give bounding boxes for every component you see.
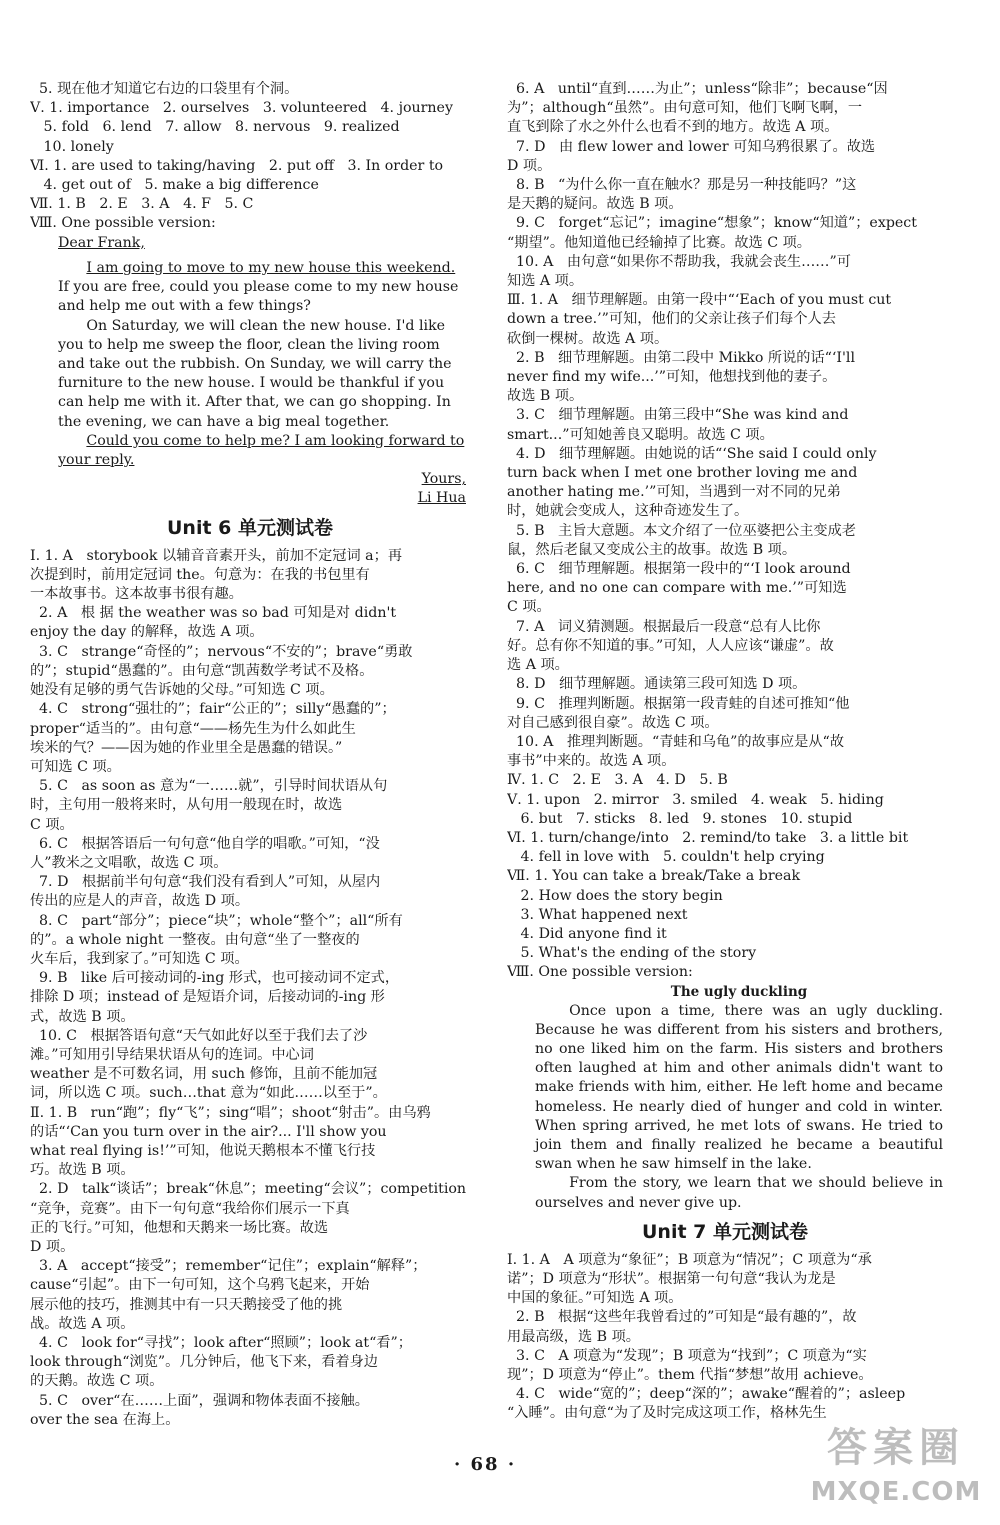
answer-line: Ⅵ. 1. are used to taking/having 2. put off 3. In order to [30,157,444,174]
answer-line: C 项。 [507,599,551,616]
answer-line: what real flying is!’”可知，他说天鹅根本不懂飞行技 [30,1142,376,1159]
answer-line: 10. A 由句意“如果你不帮助我，我就会丧生……”可 [507,253,851,270]
answer-line: 故选 B 项。 [507,388,584,405]
essay-title: The ugly duckling [670,983,808,1000]
answer-line: 6. C 细节理解题。根据第一段中的“‘I look around [507,561,851,578]
answer-line: 5. B 主旨大意题。本文介绍了一位巫婆把公主变成老 [507,522,856,539]
answer-line: 7. D 根据前半句句意“我们没有看到人”可知，从屋内 [30,874,381,891]
answer-line: 的”。a whole night 一整夜。由句意“坐了一整夜的 [30,931,360,948]
answer-line: 知选 A 项。 [507,273,584,290]
answer-line: 为”；although“虽然”。由句意可知，他们飞啊飞啊，一 [507,100,863,117]
letter-signature: Li Hua [417,490,466,507]
watermark-logo [806,1422,986,1517]
letter-paragraph-1: I am going to move to my new house this weekend. If you are free, could you please come to my new house and help me out with a few things? [58,260,459,315]
answer-line: 3. C A 项意为“发现”；B 项意为“找到”；C 项意为“实 [507,1347,867,1364]
answer-line: 5. What's the ending of the story [507,945,757,962]
answer-line: 2. How does the story begin [507,887,723,904]
essay-paragraph-1: Once upon a time, there was an ugly duckling. Because he was different from his sisters and brothers, no one liked him on the farm. His sisters and brothers often laughed at him and other animals didn't want to make friends with him, either. He left home and became homeless. He nearly died of hunger and cold in winter. When spring arrived, he met lots of swans. He tried to join them and finally realized he became a beautiful swan when he saw himself in the lake. [535,1002,943,1173]
answer-line: 4. C wide“宽的”；deep“深的”；awake“醒着的”；asleep [507,1386,906,1403]
answer-line: 鼠，然后老鼠又变成公主的故事。故选 B 项。 [507,541,797,558]
answer-line: another hating me.’”可知，当遇到一对不同的兄弟 [507,484,841,501]
answer-line: Ⅴ. 1. importance 2. ourselves 3. volunteered 4. journey [30,100,453,117]
answer-line: 传出的应是人的声音，故选 D 项。 [30,893,250,910]
answer-line: 诺”；D 项意为“形状”。根据第一句句意“我认为龙是 [507,1270,836,1287]
answer-line: 4. fell in love with 5. couldn't help crying [507,849,825,866]
answer-line: 火车后，我到家了。”可知选 C 项。 [30,950,249,967]
answer-line: 2. B 细节理解题。由第二段中 Mikko 所说的话“‘I'll [507,349,855,366]
answer-line: 一本故事书。这本故事书很有趣。 [30,586,243,603]
answer-line: D 项。 [507,157,552,174]
answer-line: 用最高级，选 B 项。 [507,1328,640,1345]
answer-line: 式，故选 B 项。 [30,1008,135,1025]
answer-line: 对自己感到很自豪”。故选 C 项。 [507,714,719,731]
answer-line: 9. B like 后可接动词的-ing 形式，也可接动词不定式， [30,970,400,987]
answer-line: 9. C forget“忘记”；imagine“想象”；know“知道”；expect [507,215,917,232]
answer-line: 次提到时，前用定冠词 the。句意为：在我的书包里有 [30,566,370,583]
unit-6-title: Unit 6 单元测试卷 [167,516,333,539]
answer-line: Ⅰ. 1. A storybook 以辅音音素开头，前加不定冠词 a；再 [30,547,403,564]
answer-line: 4. D 细节理解题。由她说的话“‘She said I could only [507,445,877,462]
answer-line: 3. C strange“奇怪的”；nervous“不安的”；brave“勇敢 [30,643,413,660]
essay-paragraph-2: From the story, we learn that we should believe in ourselves and never give up. [535,1175,943,1211]
answer-line: 埃米的气？——因为她的作业里全是愚蠢的错误。” [30,739,343,756]
left-pre-answers [30,80,470,234]
answer-line: 4. C strong“强壮的”；fair“公正的”；silly“愚蠢的”； [30,701,396,718]
answer-line: over the sea 在海上。 [30,1411,180,1428]
answer-line: 3. C 细节理解题。由第三段中“She was kind and [507,407,849,424]
answer-line: 砍倒一棵树。故选 A 项。 [507,330,669,347]
answer-line: 2. B 根据“这些年我曾看过的”可知是“最有趣的”，故 [507,1309,857,1326]
answer-line: 正的飞行。”可知，他想和天鹅来一场比赛。故选 [30,1219,329,1236]
answer-line: Ⅶ. 1. You can take a break/Take a break [507,868,801,885]
letter-greeting: Dear Frank, [58,234,145,251]
right-answers [507,80,943,983]
answer-line: 3. A accept“接受”；remember“记住”；explain“解释”； [30,1258,427,1275]
answer-line: Ⅱ. 1. B run“跑”；fly“飞”；sing“唱”；shoot“射击”。由乌鸦 [30,1104,431,1121]
answer-line: 8. D 细节理解题。通读第三段可知选 D 项。 [507,676,807,693]
answer-line: 10. C 根据答语句意“天气如此好以至于我们去了沙 [30,1027,368,1044]
answer-line: 6. but 7. sticks 8. led 9. stones 10. stupid [507,810,853,827]
answer-line: 选 A 项。 [507,657,569,674]
answer-line: 5. 现在他才知道它右边的口袋里有个洞。 [30,81,299,97]
right-column [507,80,943,1424]
answer-line: 8. B “为什么你一直在触水？那是另一种技能吗？”这 [507,177,857,194]
unit-6-answers [30,547,470,1430]
watermark-top: 答案圈 [827,1425,965,1471]
answer-line: 5. fold 6. lend 7. allow 8. nervous 9. realized [30,119,400,136]
answer-line: down a tree.’”可知，他们的父亲让孩子们每个人去 [507,311,836,328]
answer-line: 中国的象征。”可知选 A 项。 [507,1290,683,1307]
answer-line: enjoy the day 的解释，故选 A 项。 [30,624,264,641]
letter-sample [30,234,470,509]
answer-line: 10. A 推理判断题。“青蛙和乌龟”的故事应是从“故 [507,733,845,750]
answer-line: turn back when I met one brother loving me and [507,465,858,482]
letter-paragraph-3: Could you come to help me? I am looking forward to your reply. [58,432,465,469]
answer-line: 巧。故选 B 项。 [30,1162,135,1179]
answer-line: 9. C 推理判断题。根据第一段青蛙的自述可推知“他 [507,695,850,712]
answer-line: 好。总有你不知道的事。”可知，人人应该“谦虚”。故 [507,637,834,654]
answer-line: look through“浏览”。几分钟后，他飞下来，看着身边 [30,1354,378,1371]
answer-line: 滩。”可知用引导结果状语从句的连词。中心词 [30,1046,314,1063]
answer-line: here, and no one can compare with me.’”可知选 [507,580,847,597]
answer-line: 3. What happened next [507,906,688,923]
answer-line: Ⅲ. 1. A 细节理解题。由第一段中“‘Each of you must cut [507,292,892,309]
answer-line: “竞争，竞赛”。由下一句句意“我给你们展示一下真 [30,1200,350,1217]
answer-line: smart...”可知她善良又聪明。故选 C 项。 [507,426,774,443]
answer-line: never find my wife...’”可知，他想找到他的妻子。 [507,369,837,386]
answer-line: 时，她就会变成人，这种奇迹发生了。 [507,503,749,520]
answer-line: 可知选 C 项。 [30,758,121,775]
answer-line: 人”教米之文唱歌，故选 C 项。 [30,854,228,871]
answer-line: 排除 D 项；instead of 是短语介词，后接动词的-ing 形 [30,989,385,1006]
answer-line: 是天鹅的疑问。故选 B 项。 [507,196,683,213]
answer-line: 直飞到除了水之外什么也看不到的地方。故选 A 项。 [507,119,839,136]
page-number: · 68 · [454,1454,517,1475]
answer-line: 事书”中来的。故选 A 项。 [507,753,676,770]
answer-line: 2. A 根 据 the weather was so bad 可知是对 didn't [30,605,397,622]
answer-line: proper“适当的”。由句意“——杨先生为什么如此生 [30,720,356,737]
answer-line: 7. A 词义猜测题。根据最后一段意“总有人比你 [507,618,821,635]
answer-line: 2. D talk“谈话”；break“休息”；meeting“会议”；competition [30,1181,467,1198]
answer-line: 10. lonely [30,138,114,155]
essay-sample [507,983,943,1213]
left-column [30,80,470,1430]
answer-line: 词，所以选 C 项。such…that 意为“如此……以至于”。 [30,1085,387,1102]
answer-line: “入睡”。由句意“为了及时完成这项工作，格林先生 [507,1405,827,1422]
answer-line: Ⅳ. 1. C 2. E 3. A 4. D 5. B [507,772,728,789]
answer-line: 的天鹅。故选 C 项。 [30,1373,164,1390]
answer-line: weather 是不可数名词，用 such 修饰，且前不能加冠 [30,1066,378,1083]
answer-line: 6. A until“直到……为止”；unless“除非”；because“因 [507,81,888,97]
answer-line: 5. C as soon as 意为“一……就”，引导时间状语从句 [30,778,388,795]
answer-line: 的”；stupid“愚蠢的”。由句意“凯茜数学考试不及格。 [30,662,374,679]
answer-line: 现”；D 项意为“停止”。them 代指“梦想”故用 achieve。 [507,1367,873,1383]
answer-line: 6. C 根据答语后一句句意“他自学的唱歌。”可知，“没 [30,835,380,852]
answer-line: Ⅷ. One possible version: [507,964,693,981]
answer-line: Ⅷ. One possible version: [30,215,216,232]
answer-line: D 项。 [30,1238,75,1255]
letter-paragraph-2: On Saturday, we will clean the new house. I'd like you to help me sweep the floor, clean the living room and take out the rubbish. On Sunday, we will carry the furniture to the new house. I would be thankful if you can help me with it. After that, we can go shopping. In the evening, we can have a big meal together. [58,317,452,430]
answer-line: 4. C look for“寻找”；look after“照顾”；look at“看”； [30,1335,412,1351]
answer-line: 8. C part“部分”；piece“块”；whole“整个”；all“所有 [30,912,403,929]
answer-line: Ⅶ. 1. B 2. E 3. A 4. F 5. C [30,196,254,213]
answer-line: Ⅵ. 1. turn/change/into 2. remind/to take 3. a little bit [507,829,909,846]
watermark-bottom: MXQE.COM [810,1477,982,1507]
answer-line: 战。故选 A 项。 [30,1315,135,1332]
answer-line: 5. C over“在……上面”，强调和物体表面不接触。 [30,1392,369,1409]
answer-line: 她没有足够的勇气告诉她的父母。”可知选 C 项。 [30,682,334,699]
answer-line: 4. get out of 5. make a big difference [30,177,319,194]
answer-line: 展示他的技巧，推测其中有一只天鹅接受了他的挑 [30,1296,343,1313]
answer-line: C 项。 [30,816,74,833]
letter-closing: Yours, [421,471,466,488]
answer-line: 4. Did anyone find it [507,925,667,942]
answer-line: 的话“‘Can you turn over in the air?... I'll show you [30,1123,387,1140]
unit-7-title: Unit 7 单元测试卷 [642,1220,808,1243]
answer-line: “期望”。他知道他已经输掉了比赛。故选 C 项。 [507,234,811,251]
answer-line: cause“引起”。由下一句可知，这个乌鸦飞起来，开始 [30,1277,370,1294]
answer-line: Ⅴ. 1. upon 2. mirror 3. smiled 4. weak 5. hiding [507,791,884,808]
answer-line: 7. D 由 flew lower and lower 可知乌鸦很累了。故选 [507,138,876,155]
answer-line: Ⅰ. 1. A A 项意为“象征”；B 项意为“情况”；C 项意为“承 [507,1251,872,1268]
answer-line: 时，主句用一般将来时，从句用一般现在时，故选 [30,797,343,814]
unit-7-answers [507,1251,943,1424]
